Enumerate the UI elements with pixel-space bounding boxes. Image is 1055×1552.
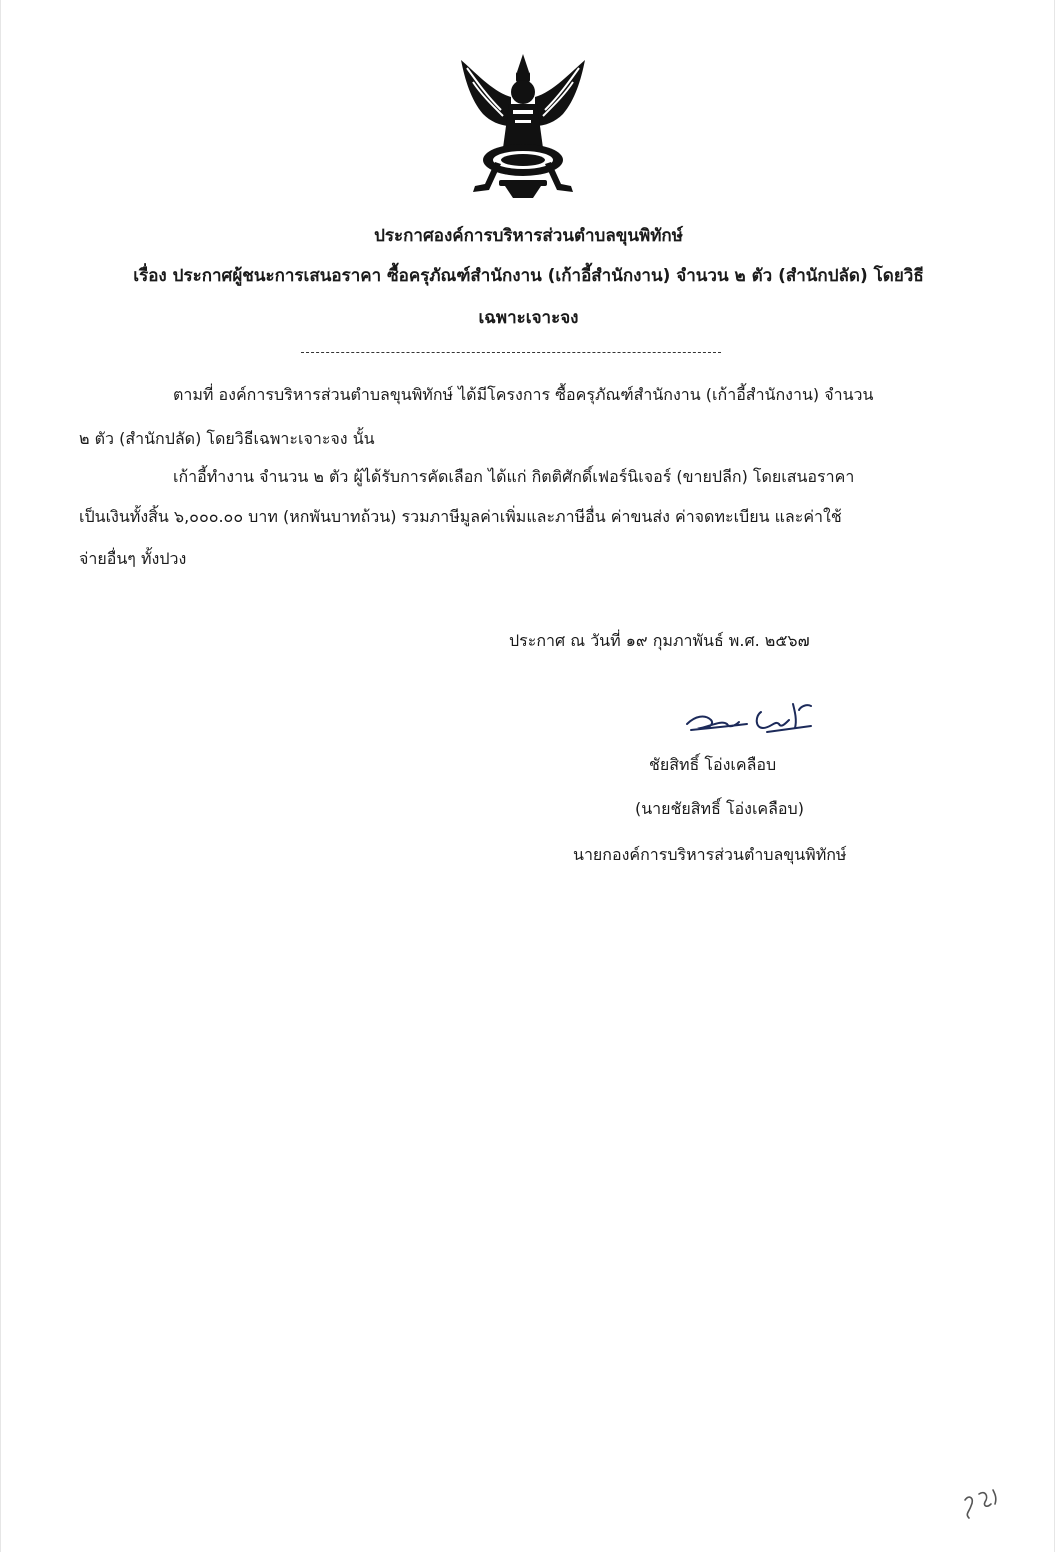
heading-divider — [301, 352, 721, 353]
paragraph-2-line-1: เก้าอี้ทำงาน จำนวน ๒ ตัว ผู้ได้รับการคัดเลือก ได้แก่ กิตติศักดิ์เฟอร์นิเจอร์ (ขายปลีก) โดยเสนอราคา — [173, 467, 855, 486]
signer-full-name: (นายชัยสิทธิ์ โอ่งเคลือบ) — [635, 799, 804, 818]
paragraph-2-line-3: จ่ายอื่นๆ ทั้งปวง — [79, 549, 187, 568]
garuda-emblem-icon — [453, 52, 593, 202]
signer-position: นายกองค์การบริหารส่วนตำบลขุนพิทักษ์ — [573, 845, 847, 864]
handwritten-initials-icon — [959, 1484, 1009, 1524]
subject-line-1: เรื่อง ประกาศผู้ชนะการเสนอราคา ซื้อครุภัณฑ์สำนักงาน (เก้าอี้สำนักงาน) จำนวน ๒ ตัว (สำนักปลัด) โดยวิธี — [133, 266, 924, 286]
announce-date: ประกาศ ณ วันที่ ๑๙ กุมภาพันธ์ พ.ศ. ๒๕๖๗ — [509, 631, 810, 650]
signature-icon — [681, 698, 821, 738]
document-heading: ประกาศองค์การบริหารส่วนตำบลขุนพิทักษ์ — [374, 226, 683, 246]
paragraph-1-line-1: ตามที่ องค์การบริหารส่วนตำบลขุนพิทักษ์ ได้มีโครงการ ซื้อครุภัณฑ์สำนักงาน (เก้าอี้สำนักงาน) จำนวน — [173, 385, 874, 404]
paragraph-2-line-2: เป็นเงินทั้งสิ้น ๖,๐๐๐.๐๐ บาท (หกพันบาทถ้วน) รวมภาษีมูลค่าเพิ่มและภาษีอื่น ค่าขนส่ง ค่าจดทะเบียน และค่าใช้ — [79, 507, 842, 526]
paragraph-1-line-2: ๒ ตัว (สำนักปลัด) โดยวิธีเฉพาะเจาะจง นั้น — [79, 429, 375, 448]
subject-line-2: เฉพาะเจาะจง — [478, 308, 579, 328]
signer-name: ชัยสิทธิ์ โอ่งเคลือบ — [649, 755, 777, 774]
